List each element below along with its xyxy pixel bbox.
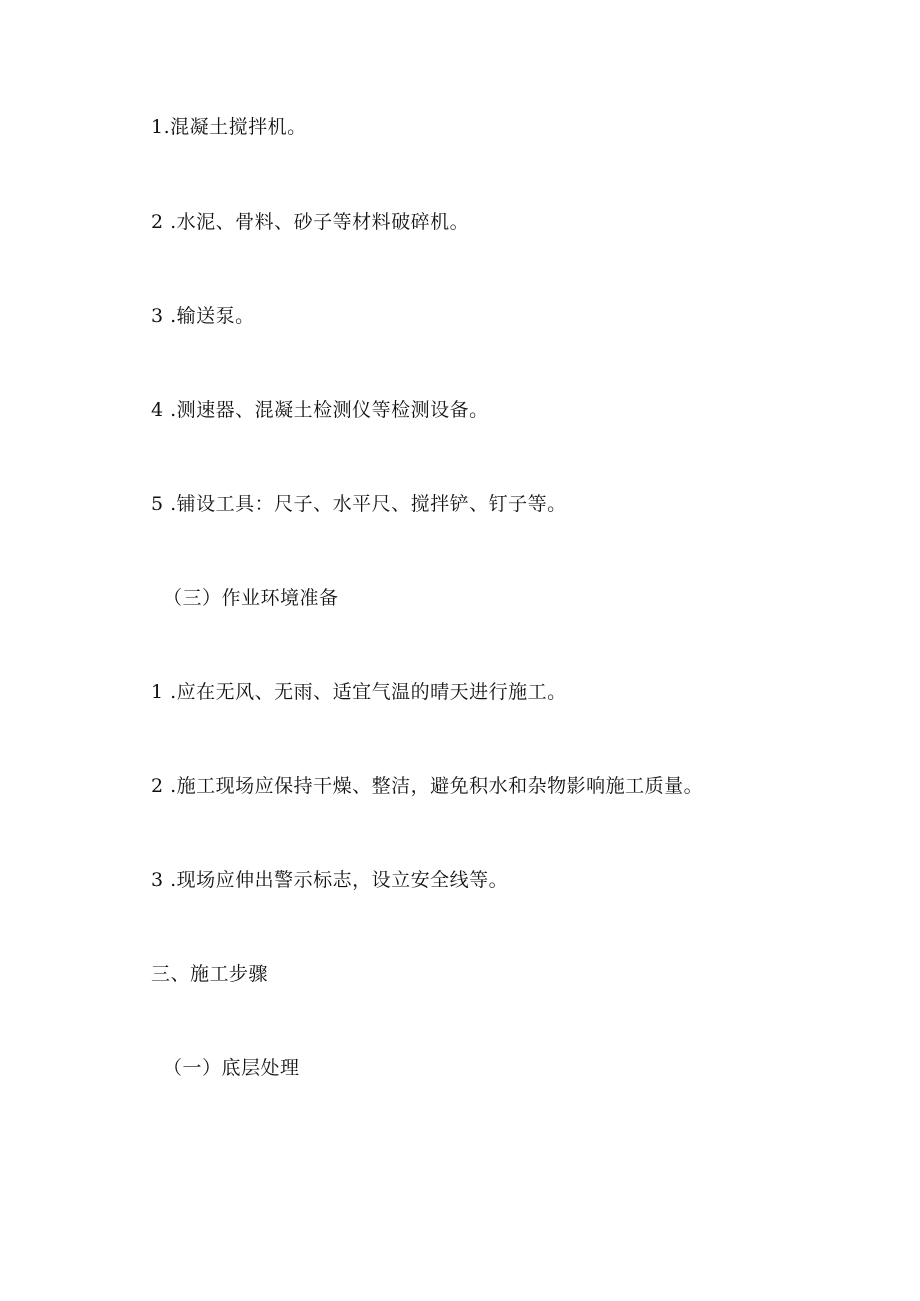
item-number: 3 . (151, 869, 177, 891)
section-heading-environment (163, 585, 339, 611)
item-text: 现场应伸出警示标志，设立安全线等。 (176, 869, 509, 891)
item-number: 3 . (151, 305, 177, 327)
list-item-5 (151, 491, 567, 517)
item-text: 铺设工具：尺子、水平尺、搅拌铲、钉子等。 (176, 493, 567, 515)
item-text: 混凝土搅拌机。 (170, 116, 307, 138)
item-text: 应在无风、无雨、适宜气温的晴天进行施工。 (176, 681, 567, 703)
item-number: 2 . (151, 775, 177, 797)
item-number: 2 . (151, 211, 177, 233)
heading-text: 三、施工步骤 (151, 963, 269, 985)
item-text: 水泥、骨料、砂子等材料破碎机。 (176, 211, 470, 233)
item-number: 4 . (151, 399, 177, 421)
heading-text: （一）底层处理 (163, 1057, 300, 1079)
list-item-3 (151, 303, 255, 329)
item-number: 5 . (151, 493, 177, 515)
list-item-4 (151, 397, 489, 423)
chapter-heading-steps (151, 961, 268, 987)
section-heading-base (163, 1055, 300, 1081)
list-item-2 (151, 209, 469, 235)
list-item-env-2 (151, 773, 703, 799)
list-item-env-1 (151, 679, 567, 705)
item-number: 1 . (151, 681, 177, 703)
item-number: 1. (151, 116, 171, 138)
item-text: 输送泵。 (176, 305, 255, 327)
item-text: 施工现场应保持干燥、整洁，避免积水和杂物影响施工质量。 (176, 775, 704, 797)
heading-text: （三）作业环境准备 (163, 587, 339, 609)
list-item-1 (151, 114, 307, 140)
item-text: 测速器、混凝土检测仪等检测设备。 (176, 399, 489, 421)
list-item-env-3 (151, 867, 508, 893)
